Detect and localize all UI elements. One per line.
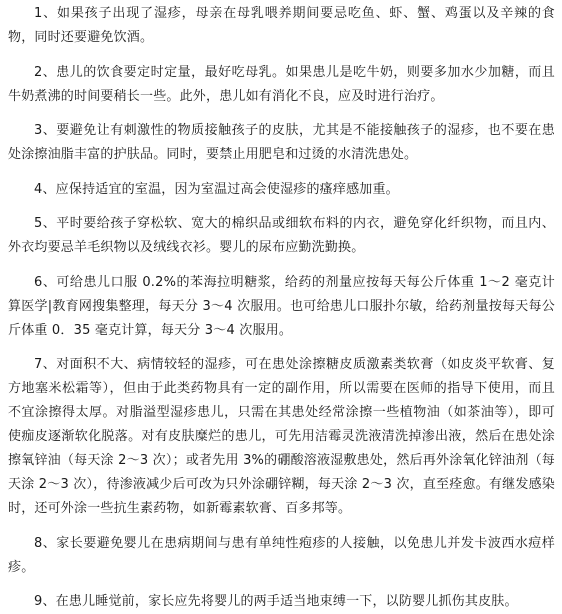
paragraph-4: 4、应保持适宜的室温，因为室温过高会使湿疹的瘙痒感加重。	[34, 181, 399, 197]
paragraph-3: 3、要避免让有刺激性的物质接触孩子的皮肤，尤其是不能接触孩子的湿疹，也不要在患处涂擦油脂丰富的护肤品。同时，要禁止用肥皂和过烫的水清洗患处。	[8, 123, 555, 162]
paragraph-2: 2、患儿的饮食要定时定量，最好吃母乳。如果患儿是吃牛奶，则要多加水少加糖，而且牛奶煮沸的时间要稍长一些。此外，患儿如有消化不良，应及时进行治疗。	[8, 64, 555, 104]
paragraph-1: 1、如果孩子出现了湿疹，母亲在母乳喂养期间要忌吃鱼、虾、蟹、鸡蛋以及辛辣的食物，同时还要避免饮酒。	[8, 6, 555, 45]
paragraph-7: 7、对面积不大、病情较轻的湿疹，可在患处涂擦糖皮质激素类软膏（如皮炎平软膏、复方地塞米松霜等），但由于此类药物具有一定的副作用，所以需要在医师的指导下使用，而且不宜涂擦得太厚。对脂溢型湿疹患儿，只需在其患处经常涂擦一些植物油（如茶油等），即可使痂皮逐渐软化脱落。对有皮肤糜烂的患儿，可先用洁霉灵洗液清洗掉渗出液，然后在患处涂擦氧锌油（每天涂 2～3 次）；或者先用 3%的硼酸溶液湿敷患处，然后再外涂氧化锌油剂（每天涂 2～3 次），待渗液减少后可改为只外涂硼锌糊，每天涂 2～3 次，直至痊愈。有继发感染时，还可外涂一些抗生素药物，如新霉素软膏、百多邦等。	[8, 357, 555, 516]
paragraph-9: 9、在患儿睡觉前，家长应先将婴儿的两手适当地束缚一下，以防婴儿抓伤其皮肤。	[34, 594, 518, 609]
paragraph-6: 6、可给患儿口服 0.2%的苯海拉明糖浆，给药的剂量应按每天每公斤体重 1～2 毫克计算医学|教育网搜集整理，每天分 3～4 次服用。也可给患儿口服扑尔敏，给药剂量按每天每公斤体重 0．35 毫克计算，每天分 3～4 次服用。	[8, 274, 555, 338]
paragraph-8: 8、家长要避免婴儿在患病期间与患有单纯性疱疹的人接触，以免患儿并发卡波西水痘样疹。	[8, 535, 555, 575]
paragraph-5: 5、平时要给孩子穿松软、宽大的棉织品或细软布料的内衣，避免穿化纤织物，而且内、外衣均要忌羊毛织物以及绒线衣衫。婴儿的尿布应勤洗勤换。	[8, 216, 555, 255]
